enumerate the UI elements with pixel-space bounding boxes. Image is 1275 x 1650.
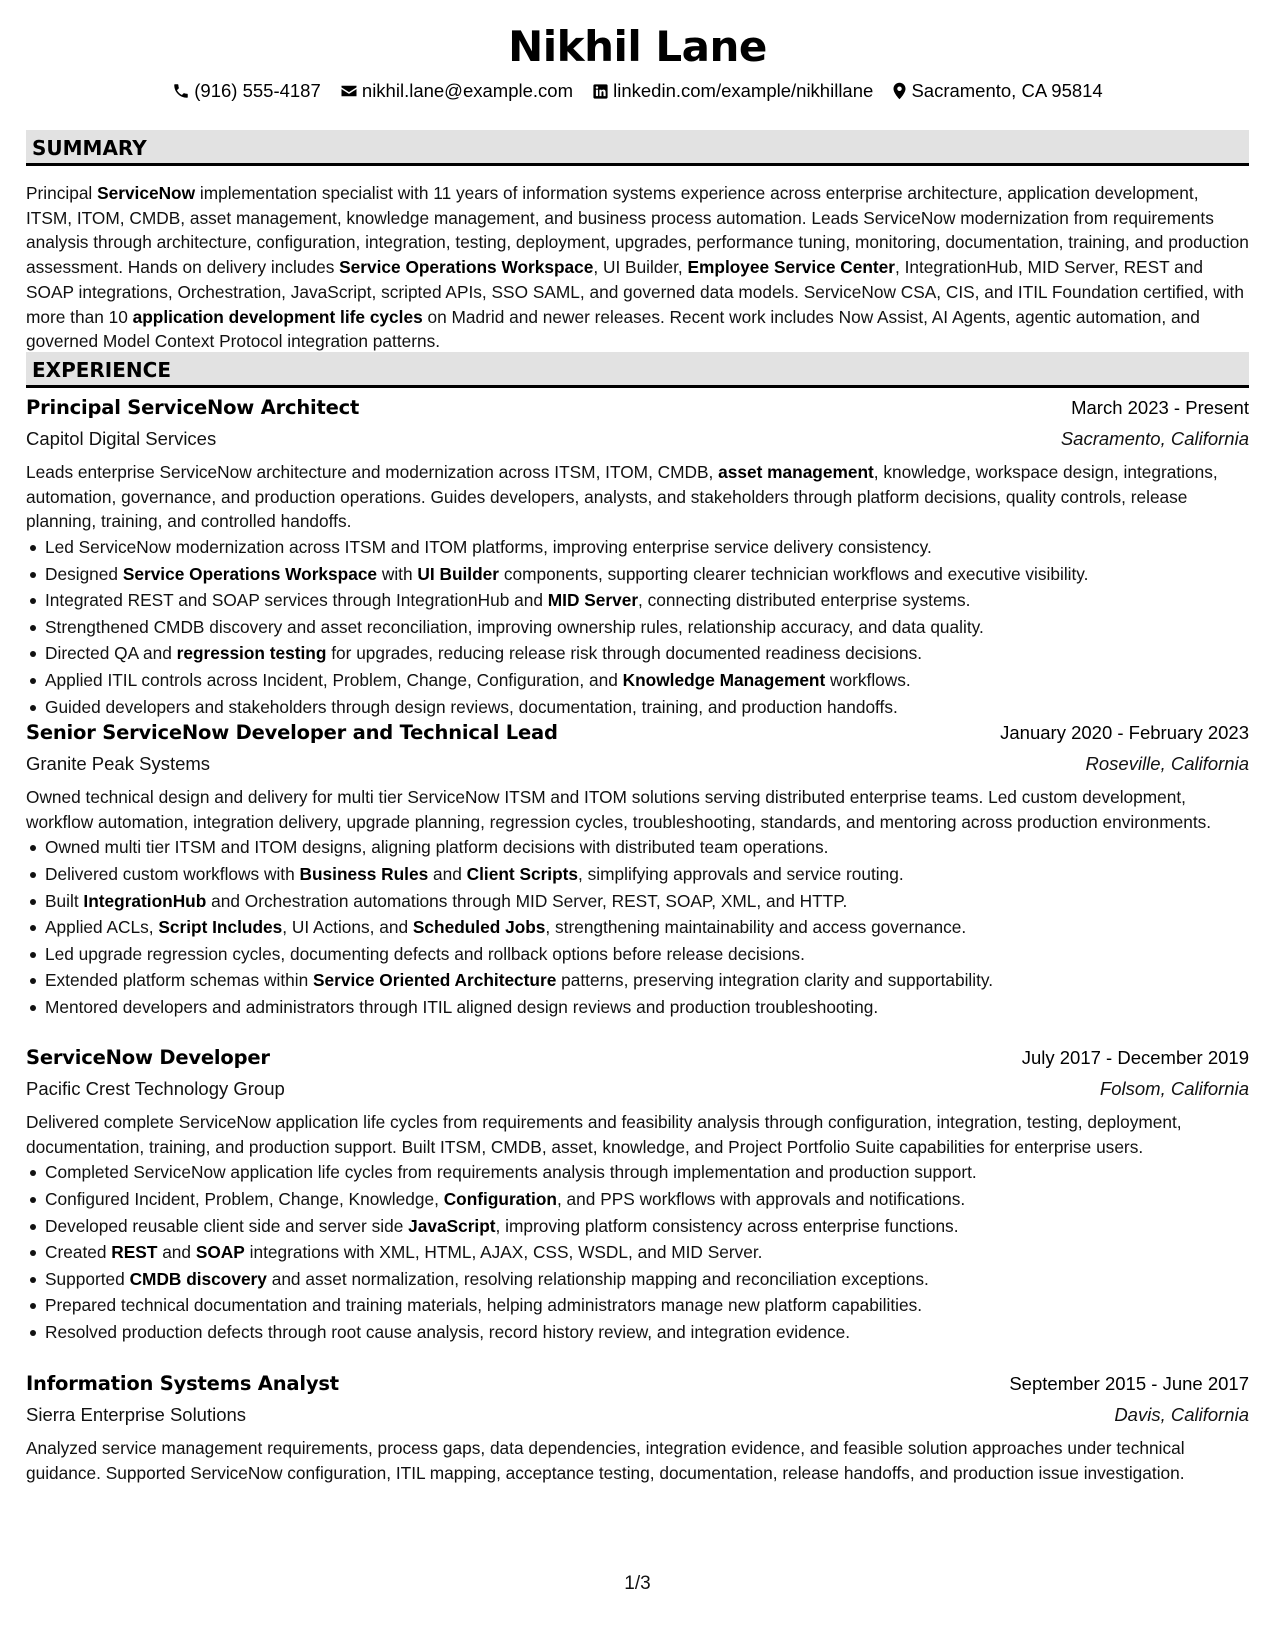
bullet-item (45, 914, 1249, 941)
text-run: Led ServiceNow modernization across ITSM and ITOM platforms, improving enterprise service delivery consistency. (45, 537, 932, 558)
bold-keyword: Employee Service Center (687, 257, 895, 278)
text-run: and (428, 864, 467, 884)
text-run: Built (45, 890, 84, 911)
bold-keyword: MID Server (547, 590, 639, 611)
text-run: , IntegrationHub, MID Server, REST and SOAP integrations, Orchestration, JavaScript, scripted APIs, SSO SAML, and governed data models. ServiceNow CSA, CIS, and ITIL Foundation certified, with more than 10 (26, 257, 1244, 327)
job-entry (26, 396, 1249, 720)
text-run: Delivered custom workflows with (45, 864, 300, 884)
summary-paragraph (26, 181, 1249, 354)
bullet-item (45, 561, 1249, 588)
job-subheader (26, 1076, 1249, 1108)
experience-section-header (26, 352, 1249, 388)
job-subheader (26, 1402, 1249, 1434)
job-dates: September 2015 - June 2017 (1009, 1373, 1249, 1394)
bullet-item (45, 667, 1249, 694)
bold-keyword: Client Scripts (466, 864, 579, 884)
text-run: integrations with XML, HTML, AJAX, CSS, WSDL, and MID Server. (244, 1242, 763, 1263)
section-title: SUMMARY (32, 136, 147, 160)
bold-keyword: Business Rules (299, 864, 429, 884)
text-run: , knowledge, workspace design, integrations, automation, governance, and production operations. Guides developers, analysts, and stakeholders through platform decisions, quality controls, release planning, training, and controlled handoffs. (26, 462, 1218, 532)
text-run: Owned technical design and delivery for multi tier ServiceNow ITSM and ITOM solutions serving distributed enterprise teams. Led custom development, workflow automation, integration delivery, upgrade planning, regression cycles, troubleshooting, standards, and mentoring across production environments. (26, 787, 1212, 832)
text-run: Leads enterprise ServiceNow architecture and modernization across ITSM, ITOM, CMDB, (26, 462, 719, 482)
job-location: Folsom, California (1099, 1078, 1249, 1099)
text-run: Mentored developers and administrators through ITIL aligned design reviews and production troubleshooting. (45, 996, 879, 1017)
bullet-item (45, 614, 1249, 641)
text-run: and (157, 1242, 196, 1263)
bold-keyword: regression testing (176, 643, 327, 664)
bullet-item (45, 1319, 1249, 1346)
bullet-list (26, 1159, 1249, 1345)
bold-keyword: Knowledge Management (622, 670, 826, 691)
job-company: Capitol Digital Services (26, 428, 217, 449)
job-description (26, 785, 1249, 834)
bold-keyword: Service Oriented Architecture (313, 970, 557, 991)
text-run: Supported (45, 1268, 130, 1289)
bullet-item (45, 834, 1249, 861)
job-entry (26, 1046, 1249, 1346)
text-run: Extended platform schemas within (45, 970, 313, 991)
text-run: Directed QA and (45, 643, 177, 664)
text-run: , and PPS workflows with approvals and notifications. (556, 1189, 966, 1209)
text-run: implementation specialist with 11 years of information systems experience across enterprise architecture, application development, ITSM, ITOM, CMDB, asset management, knowledge management, and business process automation. Leads ServiceNow modernization from requirements analysis through architecture, configuration, integration, testing, deployment, upgrades, performance tuning, monitoring, documentation, training, and production assessment. Hands on delivery includes (26, 183, 1249, 278)
bold-keyword: IntegrationHub (83, 890, 207, 911)
text-run: workflows. (825, 670, 911, 691)
text-run: Created (45, 1242, 112, 1263)
bold-keyword: Service Operations Workspace (122, 563, 378, 584)
job-dates: July 2017 - December 2019 (1021, 1047, 1249, 1068)
job-header (26, 1372, 1249, 1402)
linkedin-text[interactable]: linkedin.com/example/nikhillane (613, 80, 874, 101)
bullet-item (45, 1239, 1249, 1266)
text-run: , strengthening maintainability and access governance. (545, 917, 967, 938)
bold-keyword: ServiceNow (97, 183, 196, 203)
text-run: patterns, preserving integration clarity and supportability. (556, 970, 994, 991)
text-run: Delivered complete ServiceNow application life cycles from requirements and feasibility analysis through configuration, integration, testing, deployment, documentation, training, and production support. Built ITSM, CMDB, asset, knowledge, and Project Portfolio Suite capabilities for enterprise users. (26, 1112, 1182, 1157)
contact-phone (172, 80, 321, 102)
text-run: components, supporting clearer technician workflows and executive visibility. (499, 563, 1089, 584)
bullet-list (26, 534, 1249, 720)
envelope-icon (340, 82, 358, 100)
bullet-item (45, 587, 1249, 614)
contact-location (892, 80, 1102, 102)
page-indicator: 1/3 (624, 1573, 651, 1594)
bullet-item (45, 1213, 1249, 1240)
job-dates: March 2023 - Present (1071, 397, 1249, 418)
email-text[interactable]: nikhil.lane@example.com (361, 80, 573, 101)
job-description (26, 460, 1249, 534)
bold-keyword: Configuration (443, 1189, 557, 1209)
bold-keyword: JavaScript (408, 1215, 496, 1236)
text-run: with (377, 563, 418, 584)
job-location: Davis, California (1114, 1404, 1249, 1425)
bold-keyword: Script Includes (158, 917, 283, 938)
text-run: and asset normalization, resolving relationship mapping and reconciliation exceptions. (266, 1268, 929, 1289)
job-dates: January 2020 - February 2023 (1000, 722, 1249, 743)
text-run: Strengthened CMDB discovery and asset reconciliation, improving ownership rules, relationship accuracy, and data quality. (45, 616, 984, 637)
job-company: Granite Peak Systems (26, 753, 211, 774)
summary-section-header (26, 130, 1249, 166)
text-run: Resolved production defects through root cause analysis, record history review, and integration evidence. (45, 1321, 850, 1342)
bullet-item (45, 941, 1249, 968)
phone-text: (916) 555-4187 (194, 80, 321, 101)
bold-keyword: SOAP (195, 1242, 245, 1263)
bullet-list (26, 834, 1249, 1020)
text-run: Configured Incident, Problem, Change, Knowledge, (45, 1189, 444, 1209)
bold-keyword: REST (111, 1242, 158, 1263)
job-location: Roseville, California (1085, 753, 1249, 774)
contact-linkedin[interactable] (592, 80, 873, 102)
job-title: ServiceNow Developer (26, 1046, 270, 1069)
bullet-item (45, 640, 1249, 667)
text-run: on Madrid and newer releases. Recent work includes Now Assist, AI Agents, agentic automation, and governed Model Context Protocol integration patterns. (26, 306, 1200, 352)
text-run: , connecting distributed enterprise systems. (638, 590, 971, 611)
job-subheader (26, 426, 1249, 458)
bullet-item (45, 967, 1249, 994)
bullet-item (45, 994, 1249, 1021)
job-subheader (26, 751, 1249, 783)
job-title: Senior ServiceNow Developer and Technical Lead (26, 721, 558, 744)
text-run: Developed reusable client side and server side (45, 1215, 409, 1236)
bullet-item (45, 861, 1249, 888)
text-run: Prepared technical documentation and training materials, helping administrators manage new platform capabilities. (45, 1295, 923, 1316)
bullet-item (45, 1266, 1249, 1293)
job-location: Sacramento, California (1060, 428, 1249, 449)
bold-keyword: CMDB discovery (129, 1268, 267, 1289)
job-entry (26, 721, 1249, 1021)
bold-keyword: asset management (718, 462, 874, 482)
text-run: Owned multi tier ITSM and ITOM designs, aligning platform decisions with distributed team operations. (45, 837, 829, 858)
map-pin-icon (892, 82, 907, 100)
bold-keyword: Service Operations Workspace (339, 257, 594, 278)
bold-keyword: UI Builder (417, 563, 500, 584)
job-company: Pacific Crest Technology Group (26, 1078, 285, 1099)
job-title: Principal ServiceNow Architect (26, 396, 360, 419)
text-run: , improving platform consistency across enterprise functions. (495, 1215, 959, 1236)
text-run: Applied ACLs, (45, 917, 159, 938)
job-title: Information Systems Analyst (26, 1372, 339, 1395)
linkedin-icon (592, 83, 609, 100)
bold-keyword: Scheduled Jobs (412, 917, 546, 938)
text-run: Analyzed service management requirements, process gaps, data dependencies, integration evidence, and feasible solution approaches under technical guidance. Supported ServiceNow configuration, ITIL mapping, acceptance testing, documentation, release handoffs, and production issue investigation. (26, 1438, 1185, 1483)
bold-keyword: application development life cycles (132, 306, 423, 327)
job-entry (26, 1372, 1249, 1485)
text-run: , simplifying approvals and service routing. (578, 864, 904, 884)
bullet-item (45, 1159, 1249, 1186)
text-run: Led upgrade regression cycles, documenting defects and rollback options before release decisions. (45, 943, 805, 964)
text-run: and Orchestration automations through MID Server, REST, SOAP, XML, and HTTP. (206, 890, 848, 911)
section-title: EXPERIENCE (32, 358, 171, 382)
text-run: , UI Builder, (593, 257, 688, 278)
text-run: Principal (26, 183, 98, 203)
contact-line (0, 80, 1275, 102)
job-header (26, 721, 1249, 751)
candidate-name: Nikhil Lane (508, 22, 767, 71)
job-description (26, 1110, 1249, 1159)
text-run: for upgrades, reducing release risk through documented readiness decisions. (326, 643, 923, 664)
job-company: Sierra Enterprise Solutions (26, 1404, 247, 1425)
job-header (26, 396, 1249, 426)
text-run: Applied ITIL controls across Incident, Problem, Change, Configuration, and (45, 670, 623, 691)
text-run: Guided developers and stakeholders through design reviews, documentation, training, and production handoffs. (45, 696, 898, 717)
text-run: Designed (45, 563, 123, 584)
job-header (26, 1046, 1249, 1076)
job-description (26, 1436, 1249, 1485)
bullet-item (45, 1292, 1249, 1319)
bullet-item (45, 888, 1249, 915)
phone-icon (172, 82, 190, 100)
contact-email[interactable] (340, 80, 573, 102)
bullet-item (45, 534, 1249, 561)
bullet-item (45, 694, 1249, 721)
text-run: , UI Actions, and (282, 917, 413, 938)
text-run: Integrated REST and SOAP services through IntegrationHub and (45, 590, 548, 611)
location-text: Sacramento, CA 95814 (911, 80, 1103, 101)
text-run: Completed ServiceNow application life cycles from requirements analysis through implementation and production support. (45, 1162, 977, 1183)
bullet-item (45, 1186, 1249, 1213)
